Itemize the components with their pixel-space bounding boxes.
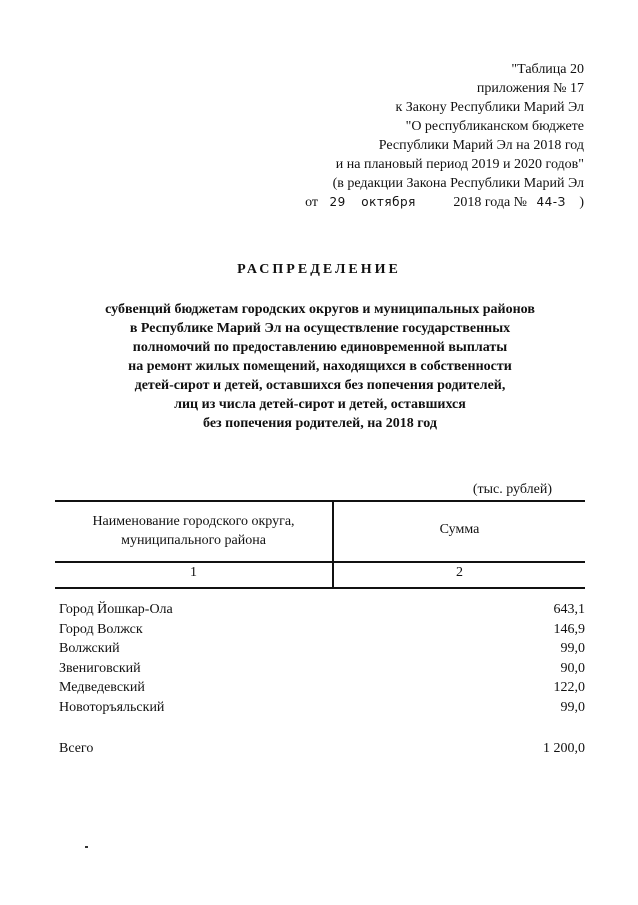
subtitle-line: лиц из числа детей-сирот и детей, оставшихся xyxy=(174,397,466,412)
column-header-name-line: муниципального района xyxy=(121,533,266,548)
table-row xyxy=(59,602,585,622)
scan-mark xyxy=(85,846,88,848)
row-value: 122,0 xyxy=(553,680,585,695)
document-subtitle xyxy=(70,300,570,433)
subtitle-line: субвенций бюджетам городских округов и муниципальных районов xyxy=(105,302,535,317)
table-row xyxy=(59,622,585,642)
row-value: 643,1 xyxy=(553,602,585,617)
row-name: Город Волжск xyxy=(59,621,143,637)
date-year: 2018 года № xyxy=(453,195,528,210)
document-title: РАСПРЕДЕЛЕНИЕ xyxy=(237,262,401,277)
date-month: октября xyxy=(361,195,416,209)
subtitle-line: без попечения родителей, на 2018 год xyxy=(203,416,437,431)
table-rule-mid xyxy=(55,561,585,563)
total-label: Всего xyxy=(59,741,94,756)
table-rule-bottom xyxy=(55,587,585,589)
header-line: (в редакции Закона Республики Марий Эл xyxy=(332,176,584,191)
column-number-2: 2 xyxy=(456,565,463,580)
header-line: "О республиканском бюджете xyxy=(405,119,584,134)
table-row xyxy=(59,700,585,720)
row-name: Медведевский xyxy=(59,680,145,695)
table-rule-top xyxy=(55,500,585,502)
row-name: Волжский xyxy=(59,641,120,656)
column-header-sum: Сумма xyxy=(439,522,480,537)
row-name: Звениговский xyxy=(59,660,141,676)
row-value: 90,0 xyxy=(560,660,585,676)
law-date-line xyxy=(284,193,584,212)
header-line: к Закону Республики Марий Эл xyxy=(395,100,584,115)
row-name: Новоторъяльский xyxy=(59,699,165,715)
appendix-header xyxy=(284,60,584,212)
column-header-name xyxy=(55,512,332,550)
units-label: (тыс. рублей) xyxy=(472,482,552,497)
row-value: 99,0 xyxy=(560,699,585,715)
subtitle-line: в Республике Марий Эл на осуществление государственных xyxy=(129,321,511,336)
subtitle-line: детей-сирот и детей, оставшихся без попечения родителей, xyxy=(134,378,506,393)
header-line: "Таблица 20 xyxy=(511,62,584,77)
table-row xyxy=(59,641,585,661)
header-line: приложения № 17 xyxy=(476,81,584,96)
header-line: Республики Марий Эл на 2018 год xyxy=(378,138,584,153)
header-line: и на плановый период 2019 и 2020 годов" xyxy=(335,157,584,172)
column-header-name-line: Наименование городского округа, xyxy=(92,514,295,529)
table-body xyxy=(59,602,585,719)
subtitle-line: полномочий по предоставлению единовременной выплаты xyxy=(132,340,508,355)
law-number: 44-З xyxy=(536,195,566,209)
date-day: 29 xyxy=(329,195,346,209)
row-value: 146,9 xyxy=(553,621,585,637)
date-prefix: от xyxy=(305,195,319,210)
table-row xyxy=(59,661,585,681)
date-close: ) xyxy=(579,195,584,210)
total-row xyxy=(59,741,585,761)
table-row xyxy=(59,680,585,700)
subtitle-line: на ремонт жилых помещений, находящихся в собственности xyxy=(128,359,512,374)
row-value: 99,0 xyxy=(560,641,585,656)
column-number-1: 1 xyxy=(190,565,197,580)
row-name: Город Йошкар-Ола xyxy=(59,602,173,617)
total-value: 1 200,0 xyxy=(543,741,585,756)
